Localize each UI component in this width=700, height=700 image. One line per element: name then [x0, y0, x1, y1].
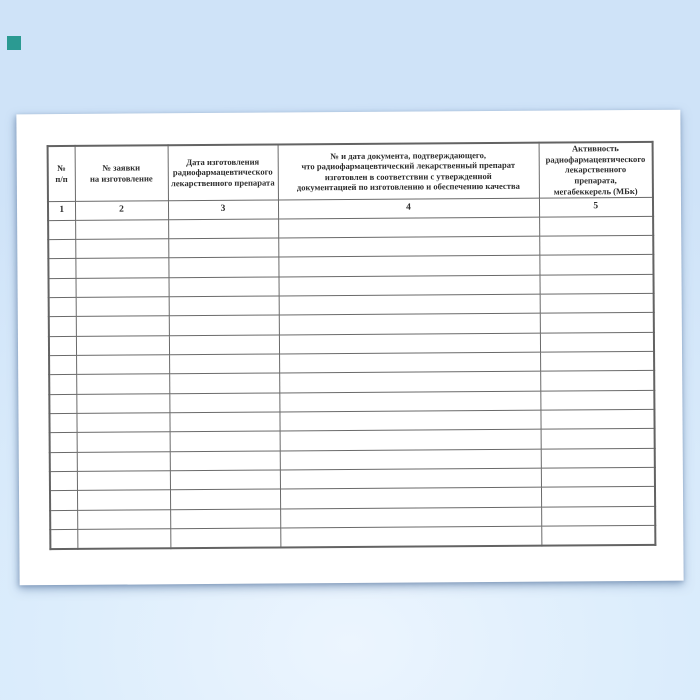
empty-cell [280, 487, 541, 508]
empty-cell [541, 487, 655, 507]
empty-cell [75, 258, 168, 278]
empty-cell [170, 470, 280, 490]
empty-cell [278, 255, 539, 276]
empty-cell [169, 412, 279, 432]
empty-cell [49, 317, 76, 337]
empty-cell [76, 393, 169, 413]
column-number: 2 [75, 200, 168, 220]
empty-cell [170, 451, 280, 471]
empty-cell [169, 373, 279, 393]
empty-cell [169, 296, 279, 316]
empty-cell [280, 429, 541, 450]
empty-cell [48, 220, 75, 240]
empty-cell [280, 526, 541, 547]
empty-cell [77, 451, 170, 471]
empty-cell [77, 471, 170, 491]
empty-cell [77, 432, 170, 452]
empty-cell [76, 277, 169, 297]
empty-cell [540, 332, 654, 352]
empty-cell [541, 506, 655, 526]
empty-cell [540, 371, 654, 391]
empty-cell [48, 239, 75, 259]
empty-cell [49, 336, 76, 356]
empty-cell [280, 507, 541, 528]
empty-cell [168, 257, 278, 277]
column-number: 1 [48, 201, 75, 220]
empty-cell [280, 449, 541, 470]
empty-cell [279, 410, 540, 431]
empty-cell [49, 375, 76, 395]
empty-cell [539, 274, 653, 294]
journal-table [47, 141, 657, 550]
empty-cell [49, 413, 76, 433]
empty-cell [279, 333, 540, 354]
table-body [48, 216, 655, 549]
empty-cell [50, 529, 77, 549]
empty-cell [279, 313, 540, 334]
empty-cell [49, 278, 76, 298]
empty-cell [77, 490, 170, 510]
empty-cell [540, 409, 654, 429]
empty-cell [75, 219, 168, 239]
empty-cell [539, 235, 653, 255]
empty-cell [279, 275, 540, 296]
empty-cell [77, 529, 170, 549]
empty-cell [76, 355, 169, 375]
empty-cell [75, 239, 168, 259]
table-header-row [48, 142, 653, 201]
empty-cell [76, 335, 169, 355]
empty-cell [539, 216, 653, 236]
empty-cell [50, 452, 77, 472]
header-cell-date: Дата изготовления радиофармацевтического лекарственного препарата [168, 145, 278, 201]
empty-cell [169, 277, 279, 297]
empty-cell [540, 390, 654, 410]
empty-cell [539, 255, 653, 275]
empty-cell [280, 468, 541, 489]
empty-cell [541, 448, 655, 468]
empty-cell [168, 218, 278, 238]
column-number: 4 [278, 198, 539, 219]
empty-cell [170, 431, 280, 451]
empty-cell [76, 374, 169, 394]
header-cell-serial: № п/п [48, 146, 75, 201]
empty-cell [50, 491, 77, 511]
empty-cell [540, 293, 654, 313]
empty-cell [170, 509, 280, 529]
empty-cell [279, 352, 540, 373]
empty-cell [169, 393, 279, 413]
column-number: 3 [168, 199, 278, 219]
empty-cell [169, 335, 279, 355]
empty-cell [76, 316, 169, 336]
empty-cell [49, 394, 76, 414]
empty-cell [540, 351, 654, 371]
empty-cell [50, 471, 77, 491]
empty-cell [540, 313, 654, 333]
empty-cell [279, 294, 540, 315]
paper-sheet [16, 110, 683, 586]
header-cell-document: № и дата документа, подтверждающего, что радиофармацевтический лекарственный препарат изготовлен в соответствии с утвержденной документацией по изготовлению и обеспечению качества [278, 143, 539, 200]
column-number: 5 [539, 197, 653, 217]
empty-cell [50, 510, 77, 530]
empty-cell [170, 489, 280, 509]
empty-cell [541, 429, 655, 449]
header-cell-activity: Активность радиофармацевтического лекарственного препарата, мегабеккерель (МБк) [539, 142, 653, 198]
empty-cell [279, 371, 540, 392]
empty-cell [169, 315, 279, 335]
empty-cell [49, 355, 76, 375]
empty-cell [278, 217, 539, 238]
header-cell-request: № заявки на изготовление [75, 145, 168, 201]
empty-cell [50, 433, 77, 453]
empty-cell [170, 528, 280, 548]
empty-row [50, 525, 655, 549]
empty-cell [77, 509, 170, 529]
empty-cell [278, 236, 539, 257]
empty-cell [541, 525, 655, 545]
empty-cell [169, 354, 279, 374]
empty-cell [76, 297, 169, 317]
teal-corner-marker [7, 36, 21, 50]
empty-cell [48, 259, 75, 279]
empty-cell [541, 467, 655, 487]
empty-cell [168, 238, 278, 258]
empty-cell [76, 413, 169, 433]
empty-cell [279, 391, 540, 412]
empty-cell [49, 297, 76, 317]
